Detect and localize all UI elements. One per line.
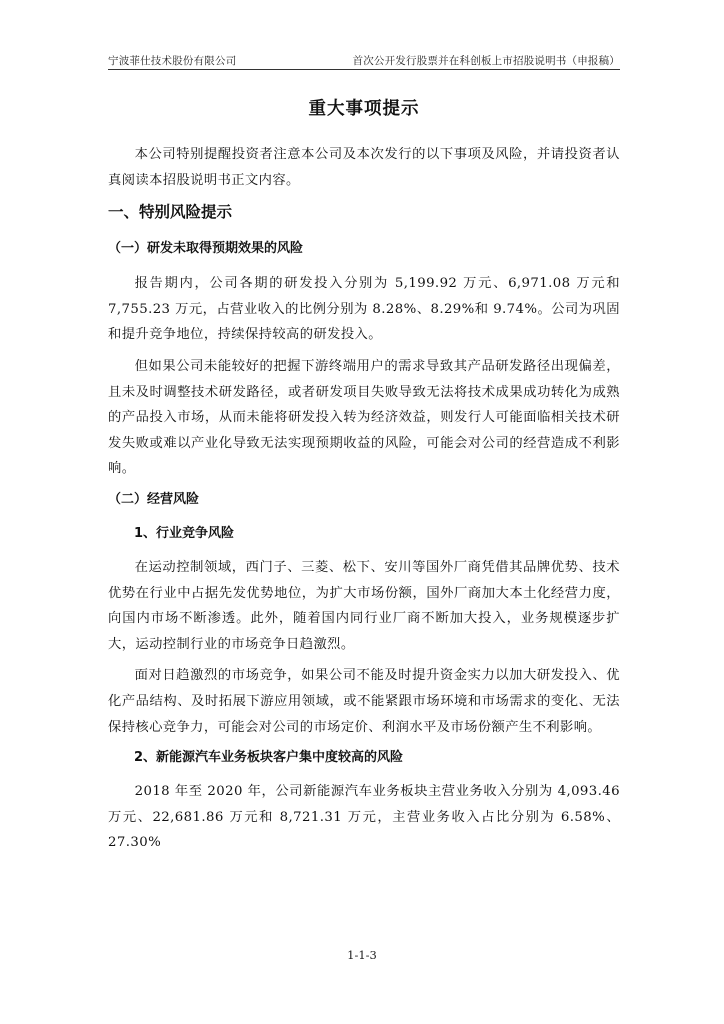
rd-risk-paragraph-1: 报告期内，公司各期的研发投入分别为 5,199.92 万元、6,971.08 万元和 7,755.23 万元，占营业收入的比例分别为 8.28%、8.29%和 9.74%。公司为巩固和提升竞争地位，持续保持较高的研发投入。 xyxy=(108,276,620,343)
section-heading-special-risks: 一、特别风险提示 xyxy=(108,203,233,222)
concentration-paragraph-1: 2018 年至 2020 年，公司新能源汽车业务板块主营业务收入分别为 4,093.46 万元、22,681.86 万元和 8,721.31 万元，主营业务收入占比分别为 6.58%、27.30% xyxy=(108,784,620,851)
header-company-name: 宁波菲仕技术股份有限公司 xyxy=(108,55,237,67)
item-heading-industry-competition: 1、行业竞争风险 xyxy=(134,525,235,541)
competition-paragraph-1: 在运动控制领域，西门子、三菱、松下、安川等国外厂商凭借其品牌优势、技术优势在行业中占据先发优势地位，为扩大市场份额，国外厂商加大本土化经营力度，向国内市场不断渗透。此外，随着国内同行业厂商不断加大投入，业务规模逐步扩大，运动控制行业的市场竞争日趋激烈。 xyxy=(108,559,620,652)
item-heading-customer-concentration: 2、新能源汽车业务板块客户集中度较高的风险 xyxy=(134,750,404,766)
header-divider xyxy=(108,69,620,70)
page-content xyxy=(108,96,620,862)
subsection-heading-operating-risk: （二）经营风险 xyxy=(108,491,200,507)
subsection-heading-rd-risk: （一）研发未取得预期效果的风险 xyxy=(108,241,304,257)
header-document-title: 首次公开发行股票并在科创板上市招股说明书（申报稿） xyxy=(352,55,620,67)
page-title: 重大事项提示 xyxy=(308,99,420,119)
competition-paragraph-2: 面对日趋激烈的市场竞争，如果公司不能及时提升资金实力以加大研发投入、优化产品结构、及时拓展下游应用领域，或不能紧跟市场环境和市场需求的变化、无法保持核心竞争力，可能会对公司的市场定价、利润水平及市场份额产生不利影响。 xyxy=(108,668,620,735)
intro-paragraph: 本公司特别提醒投资者注意本公司及本次发行的以下事项及风险，并请投资者认真阅读本招股说明书正文内容。 xyxy=(108,147,620,188)
rd-risk-paragraph-2: 但如果公司未能较好的把握下游终端用户的需求导致其产品研发路径出现偏差，且未及时调整技术研发路径，或者研发项目失败导致无法将技术成果成功转化为成熟的产品投入市场，从而未能将研发投入转为经济效益，则发行人可能面临相关技术研发失败或难以产业化导致无法实现预期收益的风险，可能会对公司的经营造成不利影响。 xyxy=(108,358,620,477)
page-number: 1-1-3 xyxy=(347,948,377,962)
page-header xyxy=(108,50,620,68)
